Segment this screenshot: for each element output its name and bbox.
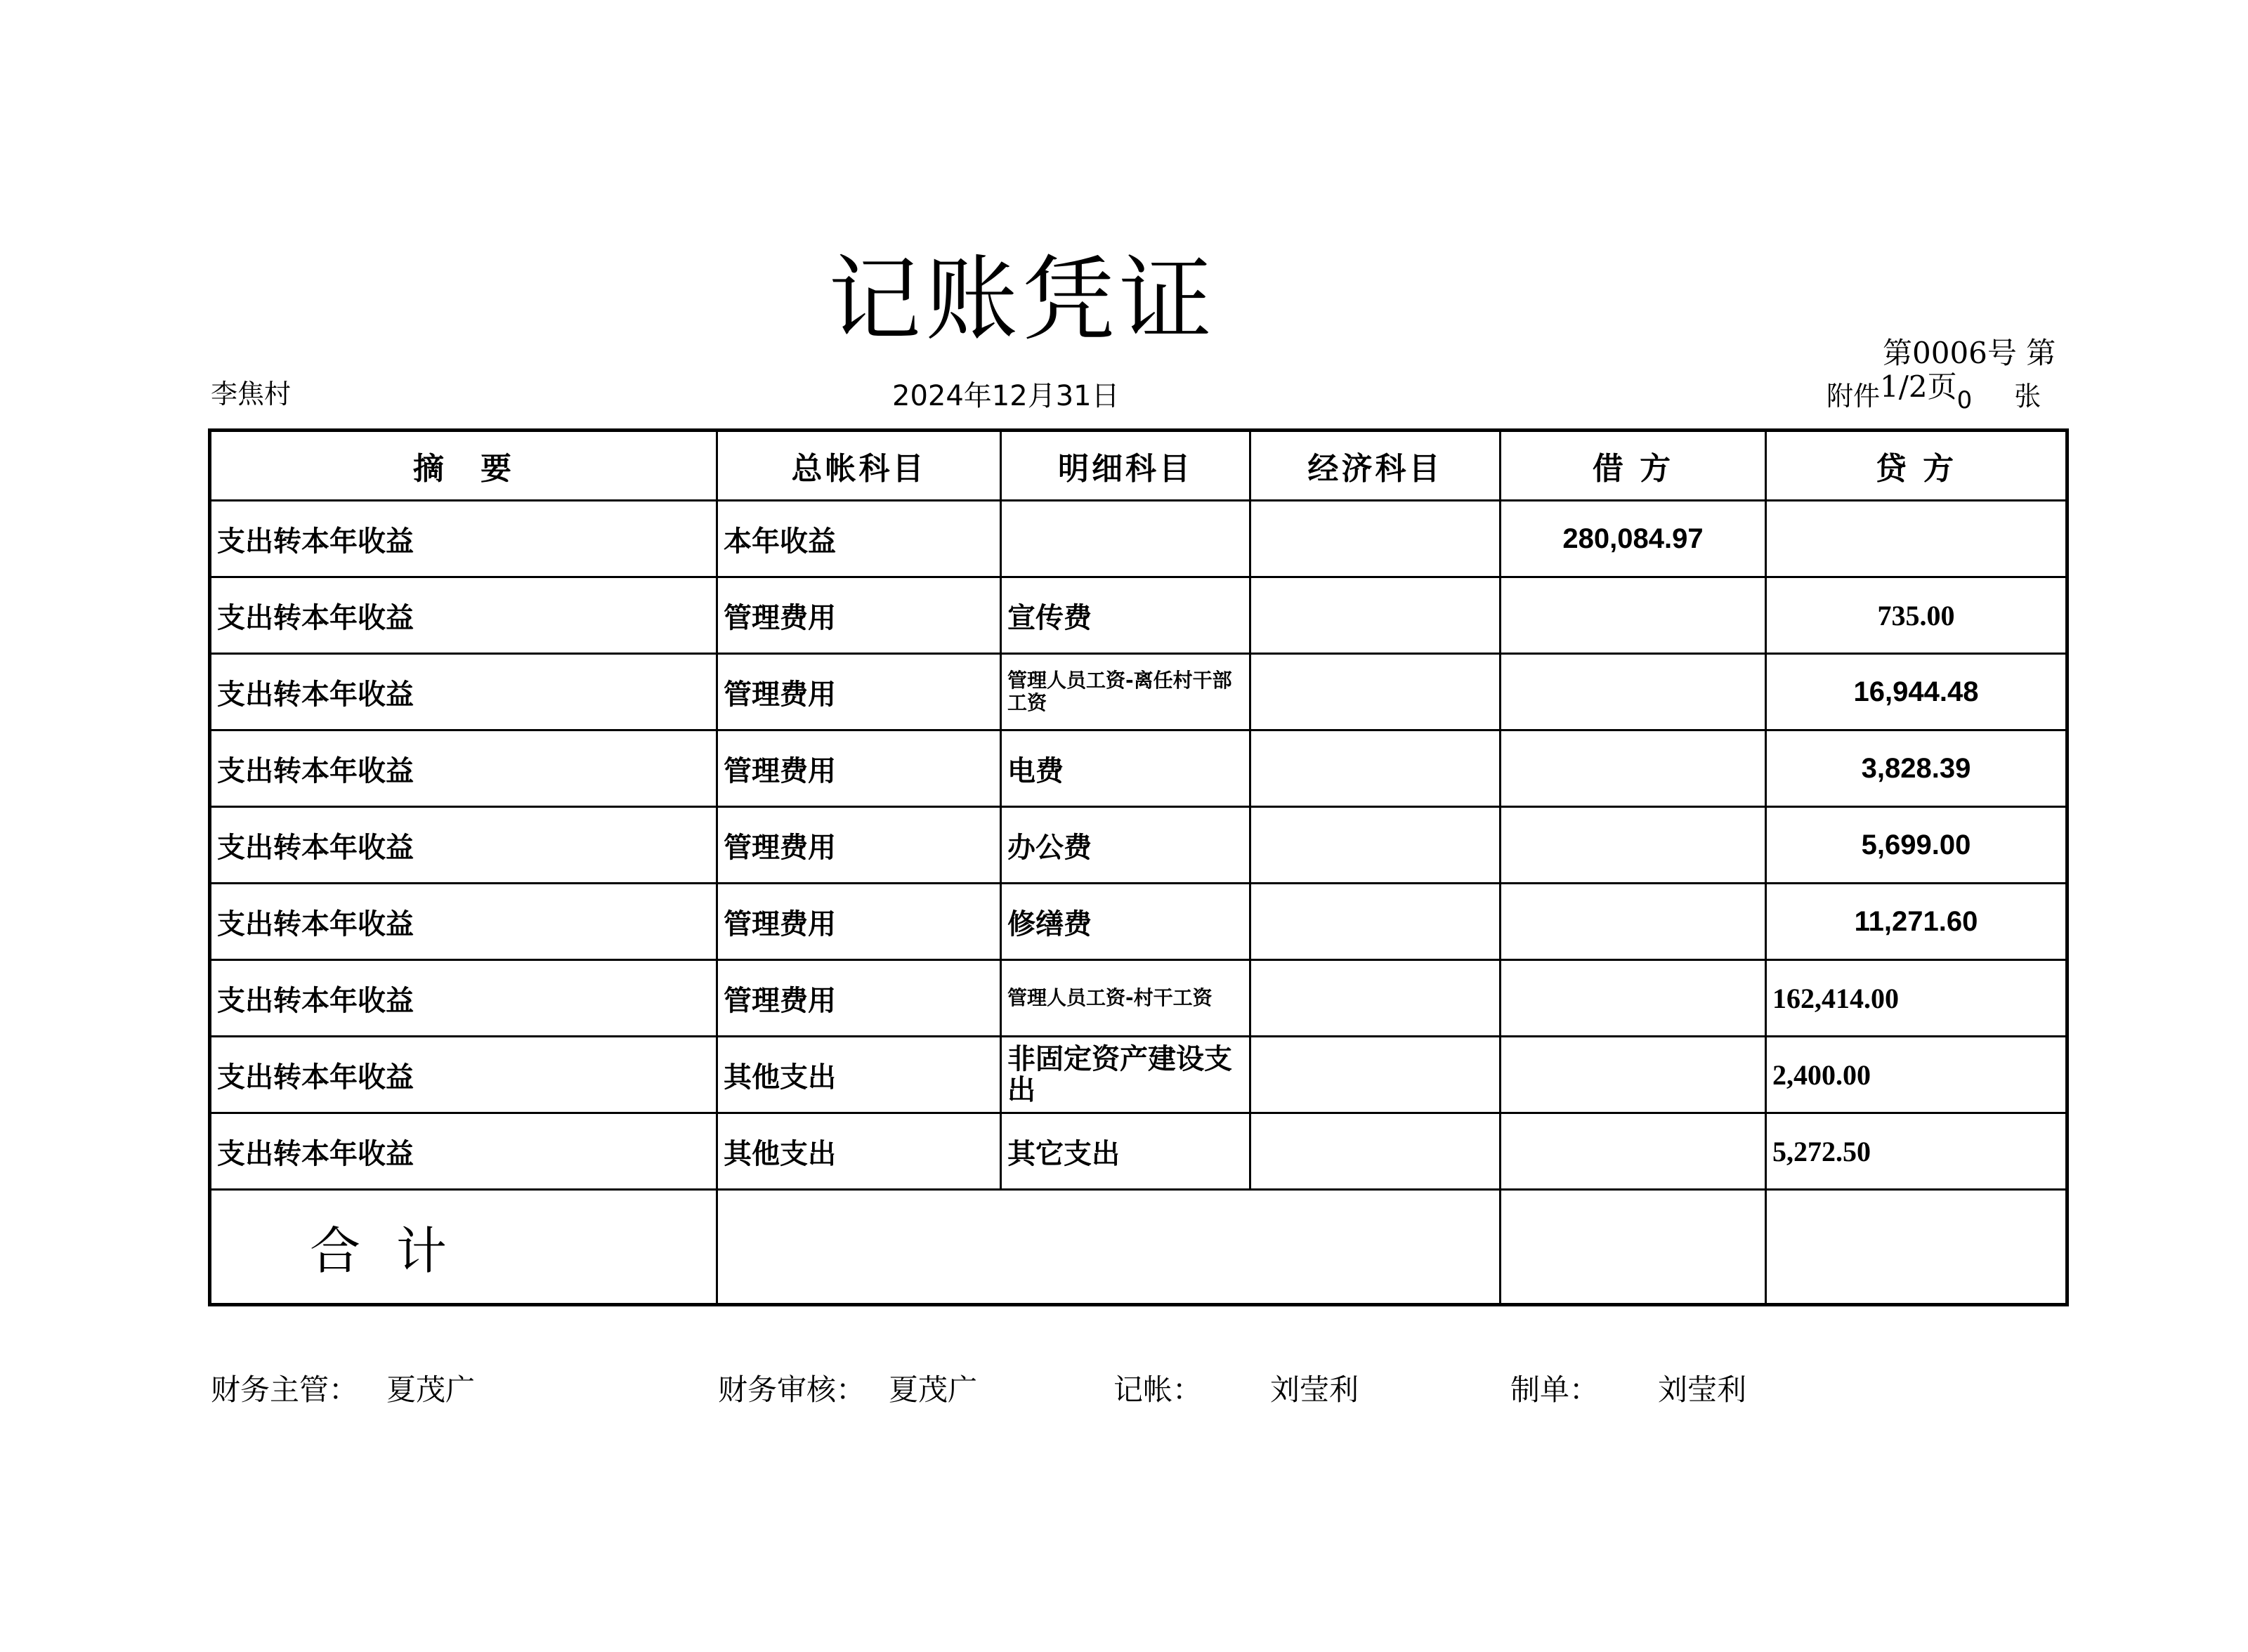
col-summary: 摘 要 [210,431,717,501]
total-blank-cell [717,1190,1501,1305]
table-row [210,1037,2067,1113]
voucher-title: 记账凭证 [828,246,1216,354]
debit-cell [1501,884,1766,960]
preparer-name: 刘莹利 [1658,1372,1747,1407]
credit-cell [1766,501,2067,577]
finance-supervisor-label: 财务主管： [211,1372,359,1407]
general-account-cell: 管理费用 [717,807,1001,884]
general-account-cell: 管理费用 [717,960,1001,1037]
organization-name: 李焦村 [211,379,292,409]
economic-account-cell [1250,501,1501,577]
attachments-suffix: 张 [2014,381,2041,412]
detail-account-cell: 修缮费 [1001,884,1250,960]
general-account-cell: 其他支出 [717,1037,1001,1113]
general-account-cell: 管理费用 [717,654,1001,730]
credit-cell: 735.00 [1766,577,2067,654]
detail-account-cell: 管理人员工资-离任村干部工资 [1001,654,1250,730]
table-header-row [210,431,2067,501]
general-account-cell: 管理费用 [717,577,1001,654]
detail-account-cell: 非固定资产建设支出 [1001,1037,1250,1113]
finance-review-name: 夏茂广 [889,1372,978,1407]
detail-account-cell: 办公费 [1001,807,1250,884]
debit-cell [1501,1037,1766,1113]
col-detail-account: 明细科目 [1001,431,1250,501]
economic-account-cell [1250,654,1501,730]
bookkeeper-label: 记帐： [1113,1372,1203,1407]
table-row [210,960,2067,1037]
summary-cell: 支出转本年收益 [210,1113,717,1190]
total-label: 合 计 [210,1190,717,1305]
economic-account-cell [1250,884,1501,960]
summary-cell: 支出转本年收益 [210,654,717,730]
detail-account-cell: 宣传费 [1001,577,1250,654]
general-account-cell: 本年收益 [717,501,1001,577]
summary-cell: 支出转本年收益 [210,730,717,807]
debit-cell [1501,960,1766,1037]
credit-cell: 16,944.48 [1766,654,2067,730]
attachments-prefix: 附件 [1826,381,1881,412]
general-account-cell: 其他支出 [717,1113,1001,1190]
preparer-label: 制单： [1510,1372,1600,1407]
voucher-date: 2024年12月31日 [892,380,1120,412]
summary-cell: 支出转本年收益 [210,807,717,884]
credit-cell: 162,414.00 [1766,960,2067,1037]
general-account-cell: 管理费用 [717,884,1001,960]
finance-review-label: 财务审核： [718,1372,866,1407]
summary-cell: 支出转本年收益 [210,501,717,577]
detail-account-cell: 其它支出 [1001,1113,1250,1190]
credit-cell: 11,271.60 [1766,884,2067,960]
attachment-count: 0 [1956,386,1973,414]
debit-cell [1501,807,1766,884]
detail-account-cell [1001,501,1250,577]
col-credit: 贷 方 [1766,431,2067,501]
detail-account-cell: 电费 [1001,730,1250,807]
page-indicator: 1/2页 [1880,369,1957,404]
finance-supervisor-name: 夏茂广 [386,1372,476,1407]
table-row [210,654,2067,730]
credit-cell: 3,828.39 [1766,730,2067,807]
voucher-number: 第0006号 第 [1883,336,2056,370]
economic-account-cell [1250,1037,1501,1113]
total-debit-cell [1501,1190,1766,1305]
table-row [210,1113,2067,1190]
total-row [210,1190,2067,1305]
debit-cell [1501,654,1766,730]
economic-account-cell [1250,807,1501,884]
table-row [210,577,2067,654]
summary-cell: 支出转本年收益 [210,1037,717,1113]
economic-account-cell [1250,577,1501,654]
detail-account-cell: 管理人员工资-村干工资 [1001,960,1250,1037]
voucher-table [208,428,2069,1306]
debit-cell [1501,730,1766,807]
credit-cell: 2,400.00 [1766,1037,2067,1113]
summary-cell: 支出转本年收益 [210,884,717,960]
col-general-account: 总帐科目 [717,431,1001,501]
debit-cell [1501,577,1766,654]
attachment-info [1826,369,2041,414]
bookkeeper-name: 刘莹利 [1270,1372,1359,1407]
summary-cell: 支出转本年收益 [210,960,717,1037]
col-debit: 借 方 [1501,431,1766,501]
col-economic-account: 经济科目 [1250,431,1501,501]
summary-cell: 支出转本年收益 [210,577,717,654]
credit-cell: 5,272.50 [1766,1113,2067,1190]
debit-cell: 280,084.97 [1501,501,1766,577]
economic-account-cell [1250,730,1501,807]
table-row [210,884,2067,960]
debit-cell [1501,1113,1766,1190]
table-row [210,501,2067,577]
general-account-cell: 管理费用 [717,730,1001,807]
credit-cell: 5,699.00 [1766,807,2067,884]
table-row [210,730,2067,807]
table-row [210,807,2067,884]
economic-account-cell [1250,1113,1501,1190]
total-credit-cell [1766,1190,2067,1305]
economic-account-cell [1250,960,1501,1037]
